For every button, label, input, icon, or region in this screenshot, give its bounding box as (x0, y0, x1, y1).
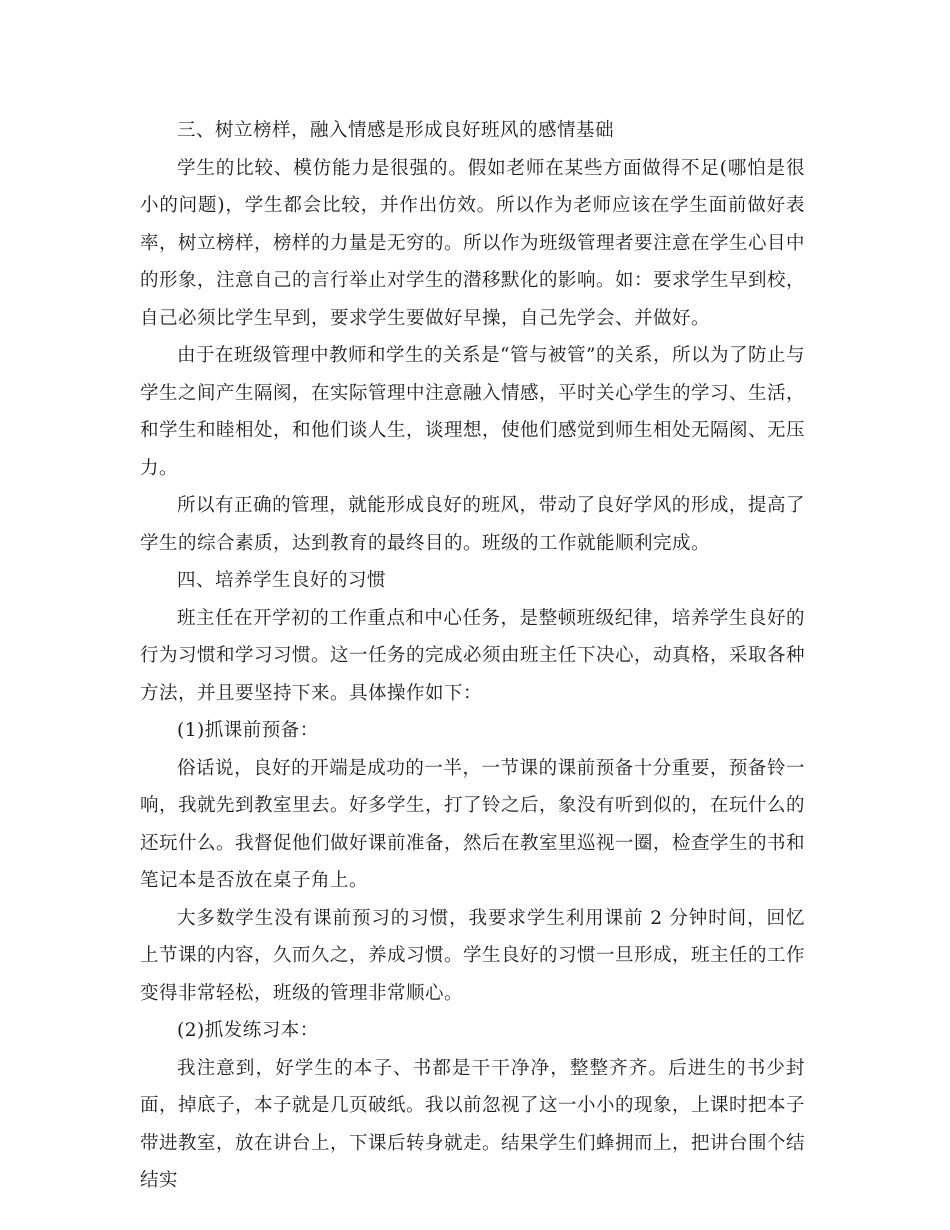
paragraph: 我注意到，好学生的本子、书都是干干净净，整整齐齐。后进生的书少封面，掉底子，本子就是几页破纸。我以前忽视了这一小小的现象，上课时把本子带进教室，放在讲台上，下课后转身就走。结果学生们蜂拥而上，把讲台围个结结实 (140, 1057, 806, 1191)
paragraph: 班主任在开学初的工作重点和中心任务，是整顿班级纪律，培养学生良好的行为习惯和学习习惯。这一任务的完成必须由班主任下决心，动真格，采取各种方法，并且要坚持下来。具体操作如下： (140, 607, 806, 704)
paragraph: 俗话说，良好的开端是成功的一半，一节课的课前预备十分重要，预备铃一响，我就先到教室里去。好多学生，打了铃之后，象没有听到似的，在玩什么的还玩什么。我督促他们做好课前准备，然后在教室里巡视一圈，检查学生的书和笔记本是否放在桌子角上。 (140, 757, 806, 891)
subheading-2: (2)抓发练习本： (177, 1020, 319, 1041)
paragraph: 学生的比较、模仿能力是很强的。假如老师在某些方面做得不足(哪怕是很小的问题)，学生都会比较，并作出仿效。所以作为老师应该在学生面前做好表率，树立榜样，榜样的力量是无穷的。所以作为班级管理者要注意在学生心目中的形象，注意自己的言行举止对学生的潜移默化的影响。如：要求学生早到校，自己必须比学生早到，要求学生要做好早操，自己先学会、并做好。 (140, 157, 806, 329)
document-body (140, 112, 805, 1200)
paragraph: 大多数学生没有课前预习的习惯，我要求学生利用课前 2 分钟时间，回忆上节课的内容，久而久之，养成习惯。学生良好的习惯一旦形成，班主任的工作变得非常轻松，班级的管理非常顺心。 (140, 907, 806, 1004)
section-heading-3: 三、树立榜样，融入情感是形成良好班风的感情基础 (177, 120, 615, 141)
paragraph: 所以有正确的管理，就能形成良好的班风，带动了良好学风的形成，提高了学生的综合素质，达到教育的最终目的。班级的工作就能顺利完成。 (140, 495, 805, 554)
paragraph: 由于在班级管理中教师和学生的关系是“管与被管”的关系，所以为了防止与学生之间产生隔阂，在实际管理中注意融入情感，平时关心学生的学习、生活，和学生和睦相处，和他们谈人生，谈理想，使他们感觉到师生相处无隔阂、无压力。 (140, 345, 806, 479)
section-heading-4: 四、培养学生良好的习惯 (177, 570, 387, 591)
subheading-1: (1)抓课前预备： (177, 720, 319, 741)
